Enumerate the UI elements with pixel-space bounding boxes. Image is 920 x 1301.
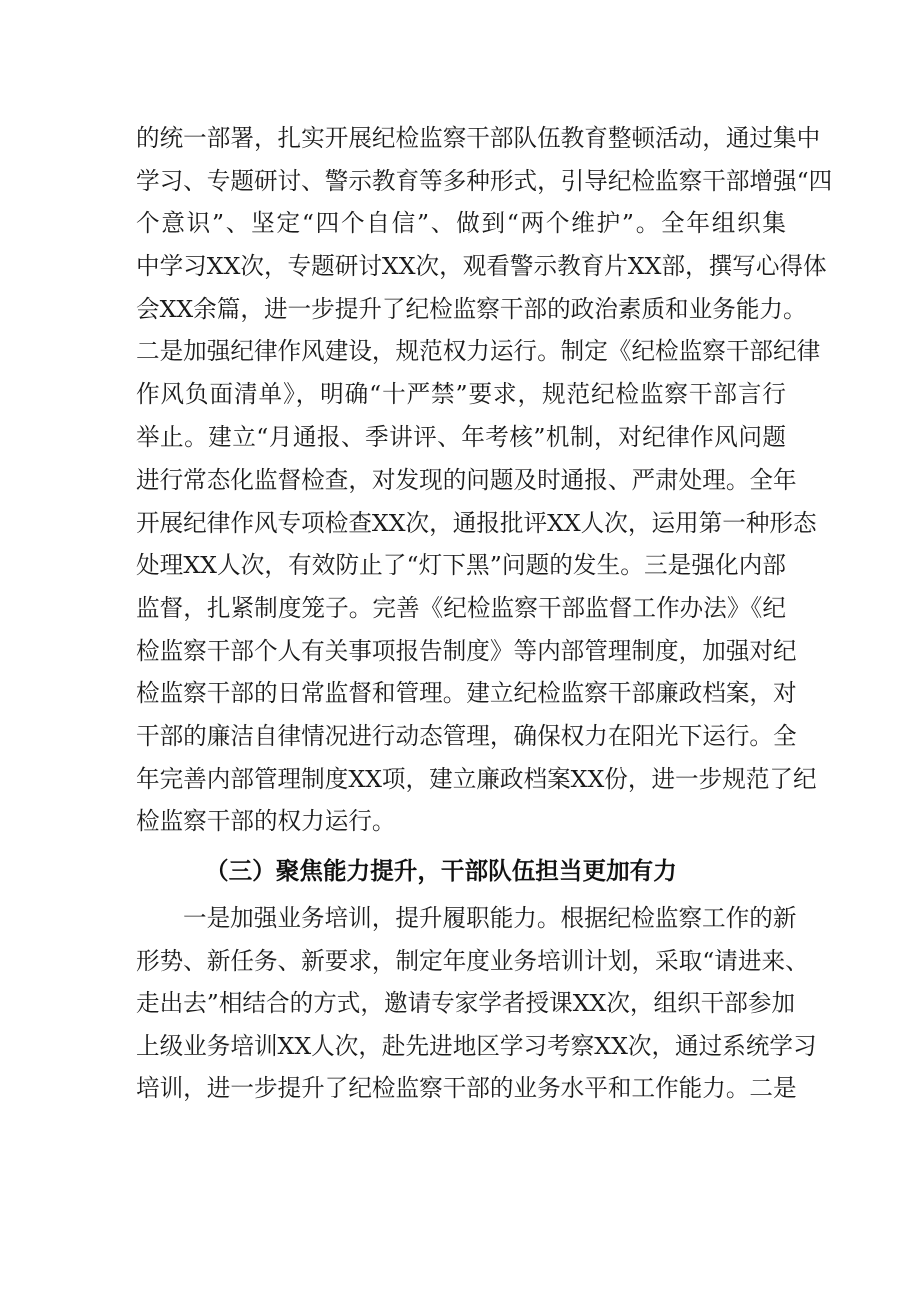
paragraph-line: 走出去”相结合的方式，邀请专家学者授课XX次，组织干部参加 <box>136 989 796 1017</box>
paragraph-line: 个意识”、坚定“四个自信”、做到“两个维护”。全年组织集 <box>136 209 786 237</box>
paragraph-line: 开展纪律作风专项检查XX次，通报批评XX人次，运用第一种形态 <box>136 509 817 537</box>
paragraph-line: 会XX余篇，进一步提升了纪检监察干部的政治素质和业务能力。 <box>136 295 807 323</box>
paragraph-line: 进行常态化监督检查，对发现的问题及时通报、严肃处理。全年 <box>136 466 797 494</box>
paragraph-line: 中学习XX次，专题研讨XX次，观看警示教育片XX部，撰写心得体 <box>136 252 827 280</box>
paragraph-line: 处理XX人次，有效防止了“灯下黑”问题的发生。三是强化内部 <box>136 551 786 579</box>
paragraph-line: 检监察干部的日常监督和管理。建立纪检监察干部廉政档案，对 <box>136 679 797 707</box>
paragraph-line: 形势、新任务、新要求，制定年度业务培训计划，采取“请进来、 <box>136 947 809 975</box>
paragraph-line: 监督，扎紧制度笼子。完善《纪检监察干部监督工作办法》《纪 <box>136 594 786 622</box>
paragraph-line: 学习、专题研讨、警示教育等多种形式，引导纪检监察干部增强“四 <box>136 167 833 195</box>
paragraph-line: 上级业务培训XX人次，赴先进地区学习考察XX次，通过系统学习 <box>136 1032 817 1060</box>
paragraph-line: 检监察干部的权力运行。 <box>136 807 396 835</box>
paragraph-line: 二是加强纪律作风建设，规范权力运行。制定《纪检监察干部纪律 <box>136 337 821 365</box>
paragraph-line: 检监察干部个人有关事项报告制度》等内部管理制度，加强对纪 <box>136 637 797 665</box>
paragraph-line: 的统一部署，扎实开展纪检监察干部队伍教育整顿活动，通过集中 <box>136 124 821 152</box>
paragraph-line: 培训，进一步提升了纪检监察干部的业务水平和工作能力。二是 <box>136 1074 797 1102</box>
paragraph-line: 一是加强业务培训，提升履职能力。根据纪检监察工作的新 <box>183 904 797 932</box>
paragraph-line: 举止。建立“月通报、季讲评、年考核”机制，对纪律作风问题 <box>136 423 786 451</box>
section-heading: （三）聚焦能力提升，干部队伍担当更加有力 <box>205 857 677 885</box>
paragraph-line: 作风负面清单》，明确“十严禁”要求，规范纪检监察干部言行 <box>136 380 786 408</box>
paragraph-line: 年完善内部管理制度XX项，建立廉政档案XX份，进一步规范了纪 <box>136 765 817 793</box>
paragraph-line: 干部的廉洁自律情况进行动态管理，确保权力在阳光下运行。全 <box>136 722 797 750</box>
